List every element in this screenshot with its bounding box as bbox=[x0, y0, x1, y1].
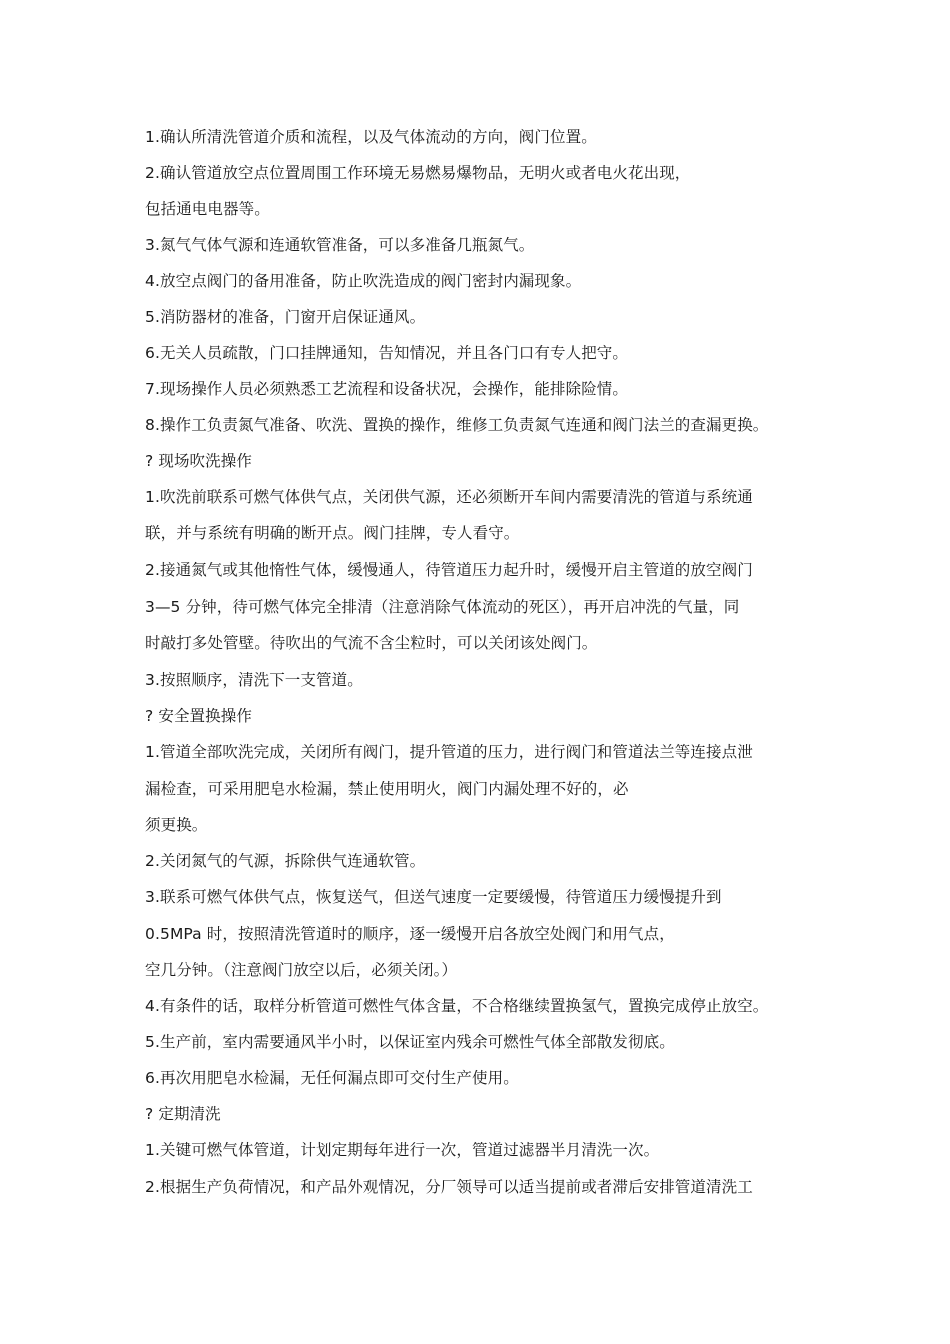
section-heading: ? 现场吹洗操作 bbox=[145, 452, 252, 470]
text-line: 2.关闭氮气的气源，拆除供气连通软管。 bbox=[145, 852, 426, 870]
text-line: 包括通电电器等。 bbox=[145, 200, 270, 218]
section-heading: ? 定期清洗 bbox=[145, 1105, 221, 1123]
section-heading: ? 安全置换操作 bbox=[145, 707, 252, 725]
text-line: 5.生产前，室内需要通风半小时，以保证室内残余可燃性气体全部散发彻底。 bbox=[145, 1033, 675, 1051]
text-line: 3.按照顺序，清洗下一支管道。 bbox=[145, 671, 363, 689]
text-line: 3.氮气气体气源和连通软管准备，可以多准备几瓶氮气。 bbox=[145, 236, 535, 254]
text-line: 3—5 分钟，待可燃气体完全排清（注意消除气体流动的死区），再开启冲洗的气量，同 bbox=[145, 598, 740, 616]
text-line: 7.现场操作人员必须熟悉工艺流程和设备状况，会操作，能排除险情。 bbox=[145, 380, 628, 398]
text-line: 1.确认所清洗管道介质和流程，以及气体流动的方向，阀门位置。 bbox=[145, 128, 597, 146]
text-line: 6.再次用肥皂水检漏，无任何漏点即可交付生产使用。 bbox=[145, 1069, 519, 1087]
text-line: 时敲打多处管壁。待吹出的气流不含尘粒时，可以关闭该处阀门。 bbox=[145, 634, 598, 652]
text-line: 须更换。 bbox=[145, 816, 208, 834]
text-line: 2.根据生产负荷情况，和产品外观情况，分厂领导可以适当提前或者滞后安排管道清洗工 bbox=[145, 1178, 753, 1196]
text-line: 1.关键可燃气体管道，计划定期每年进行一次，管道过滤器半月清洗一次。 bbox=[145, 1141, 660, 1159]
text-line: 漏检查，可采用肥皂水检漏，禁止使用明火，阀门内漏处理不好的，必 bbox=[145, 780, 629, 798]
text-line: 4.放空点阀门的备用准备，防止吹洗造成的阀门密封内漏现象。 bbox=[145, 272, 582, 290]
text-line: 1.吹洗前联系可燃气体供气点，关闭供气源，还必须断开车间内需要清洗的管道与系统通 bbox=[145, 488, 753, 506]
text-line: 联，并与系统有明确的断开点。阀门挂牌，专人看守。 bbox=[145, 524, 520, 542]
text-line: 0.5MPa 时，按照清洗管道时的顺序，逐一缓慢开启各放空处阀门和用气点， bbox=[145, 925, 675, 943]
text-line: 3.联系可燃气体供气点，恢复送气，但送气速度一定要缓慢，待管道压力缓慢提升到 bbox=[145, 888, 722, 906]
text-line: 6.无关人员疏散，门口挂牌通知，告知情况，并且各门口有专人把守。 bbox=[145, 344, 628, 362]
text-line: 1.管道全部吹洗完成，关闭所有阀门，提升管道的压力，进行阀门和管道法兰等连接点泄 bbox=[145, 743, 753, 761]
text-line: 5.消防器材的准备，门窗开启保证通风。 bbox=[145, 308, 426, 326]
text-line: 4.有条件的话，取样分析管道可燃性气体含量，不合格继续置换氢气，置换完成停止放空。 bbox=[145, 997, 769, 1015]
text-line: 2.确认管道放空点位置周围工作环境无易燃易爆物品，无明火或者电火花出现， bbox=[145, 164, 691, 182]
text-line: 空几分钟。（注意阀门放空以后，必须关闭。） bbox=[145, 961, 458, 979]
text-line: 2.接通氮气或其他惰性气体，缓慢通人，待管道压力起升时，缓慢开启主管道的放空阀门 bbox=[145, 561, 753, 579]
text-line: 8.操作工负责氮气准备、吹洗、置换的操作，维修工负责氮气连通和阀门法兰的查漏更换。 bbox=[145, 416, 769, 434]
